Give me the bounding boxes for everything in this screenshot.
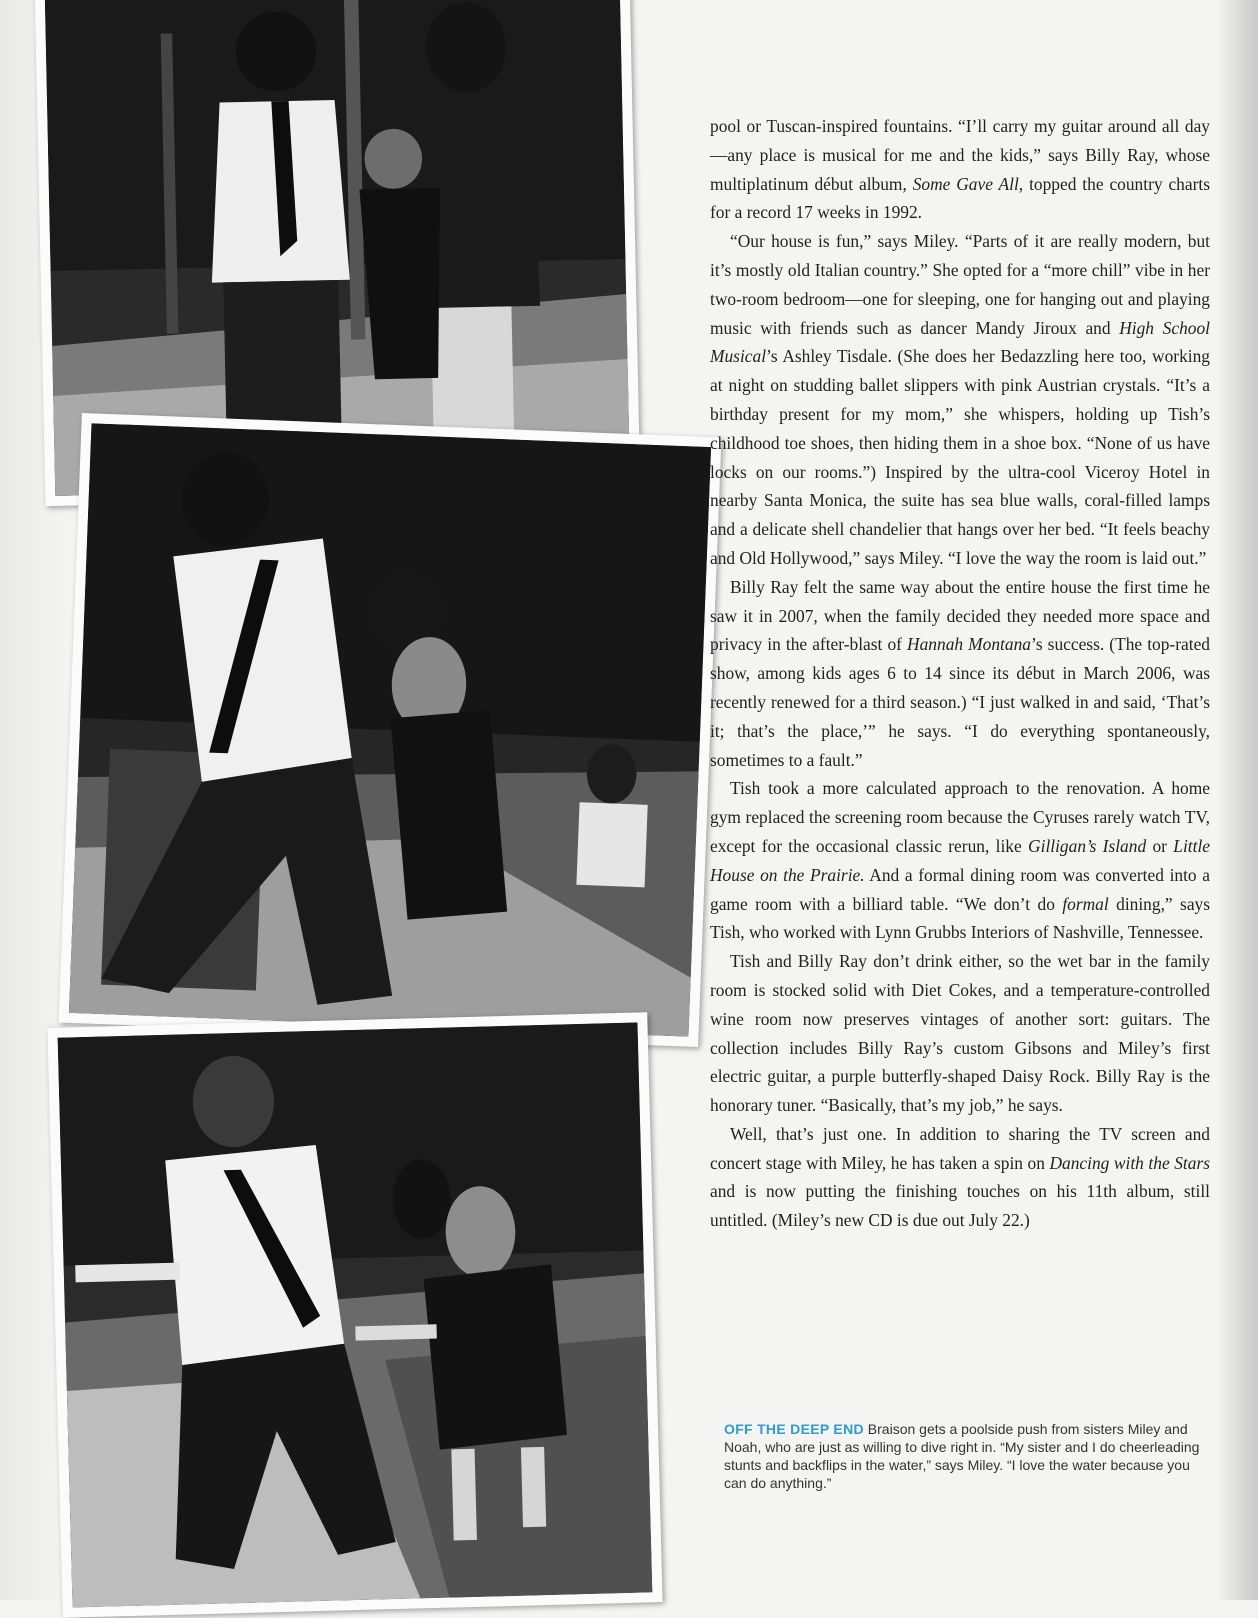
article-paragraph — [710, 227, 1210, 573]
text-run: Billy Ray felt the same way about the entire house the first time he saw it in 2007, when the family decided they needed more space and privacy in the after-blast of — [710, 576, 1210, 655]
photo-scene — [69, 423, 711, 1036]
italic-title: Little House on the Prairie. — [710, 835, 1210, 885]
article-paragraph — [710, 112, 1210, 227]
text-run: ’s Ashley Tisdale. (She does her Bedazzling here too, working at night on studding ballet slippers with pink Austrian crystals. “It’s a birthday present for my mom,” she whispers, holding up Tish’s childhood toe shoes, then hiding them in a shoe box. “None of us have locks on our rooms.”) Inspired by the ultra-cool Viceroy Hotel in nearby Santa Monica, the suite has sea blue walls, coral-filled lamps and a delicate shell chandelier that hangs over her bed. “It feels beachy and Old Hollywood,” says Miley. “I love the way the room is laid out.” — [710, 346, 1210, 568]
italic-title: Dancing with the Stars — [1049, 1152, 1210, 1173]
article-paragraph — [710, 573, 1210, 775]
text-run: “Our house is fun,” says Miley. “Parts of it are really modern, but it’s mostly old Italian country.” She opted for a “more chill” vibe in her two-room bedroom—one for sleeping, one for hanging out and playing music with friends such as dancer Mandy Jiroux and — [710, 231, 1210, 338]
text-run: or — [1146, 835, 1174, 856]
italic-title: High School Musical — [710, 317, 1210, 367]
italic-title: Hannah Montana — [907, 634, 1031, 655]
text-run: Well, that’s just one. In addition to sharing the TV screen and concert stage with Miley, he has taken a spin on — [710, 1123, 1210, 1173]
page-gutter-right — [1218, 0, 1258, 1600]
text-run: ’s success. (The top-rated show, among kids ages 6 to 14 since its début in March 2006, was recently renewed for a third season.) “I just walked in and said, ‘That’s it; that’s the place,’” he says. “I do everything spontaneously, sometimes to a fault.” — [710, 634, 1210, 770]
article-paragraph — [710, 1120, 1210, 1235]
italic-title: formal — [1062, 893, 1109, 914]
text-run: And a formal dining room was converted into a game room with a billiard table. “We don’t do — [710, 864, 1210, 914]
italic-title: Some Gave All, — [912, 173, 1024, 194]
photo-illustration — [58, 1023, 653, 1608]
article-paragraph — [710, 774, 1210, 947]
caption-text: Braison gets a poolside push from sisters Miley and Noah, who are just as willing to dive right in. “My sister and I do cheerleading stunts and backflips in the water,” says Miley. “I love the water because you can do anything.” — [724, 1421, 1200, 1491]
photo-scene — [58, 1023, 653, 1608]
text-run: Tish took a more calculated approach to the renovation. A home gym replaced the screening room because the Cyruses rarely watch TV, except for the occasional classic rerun, like — [710, 778, 1210, 856]
text-run: dining,” says Tish, who worked with Lynn Grubbs Interiors of Nashville, Tennessee. — [710, 893, 1211, 943]
caption-lead: OFF THE DEEP END — [724, 1421, 864, 1437]
photo-caption — [724, 1420, 1204, 1492]
text-run: Tish and Billy Ray don’t drink either, so the wet bar in the family room is stocked solid with Diet Cokes, and a temperature-controlled wine room now preserves vintages of another sort: guitars. The collection includes Billy Ray’s custom Gibsons and Miley’s first electric guitar, a purple butterfly-shaped Daisy Rock. Billy Ray is the honorary tuner. “Basically, that’s my job,” he says. — [710, 951, 1210, 1116]
article-paragraph — [710, 947, 1210, 1120]
italic-title: Gilligan’s Island — [1028, 835, 1147, 856]
photo-illustration — [69, 423, 711, 1036]
text-run: topped the country charts for a record 17 weeks in 1992. — [710, 173, 1210, 223]
text-run: and is now putting the finishing touches on his 11th album, still untitled. (Miley’s new CD is due out July 22.) — [710, 1181, 1210, 1231]
article-body — [710, 112, 1210, 1235]
photo-poolside-3 — [47, 1012, 662, 1618]
text-run: pool or Tuscan-inspired fountains. “I’ll carry my guitar around all day—any place is musical for me and the kids,” says Billy Ray, whose multiplatinum début album, — [710, 116, 1210, 194]
photo-poolside-2 — [59, 413, 722, 1047]
